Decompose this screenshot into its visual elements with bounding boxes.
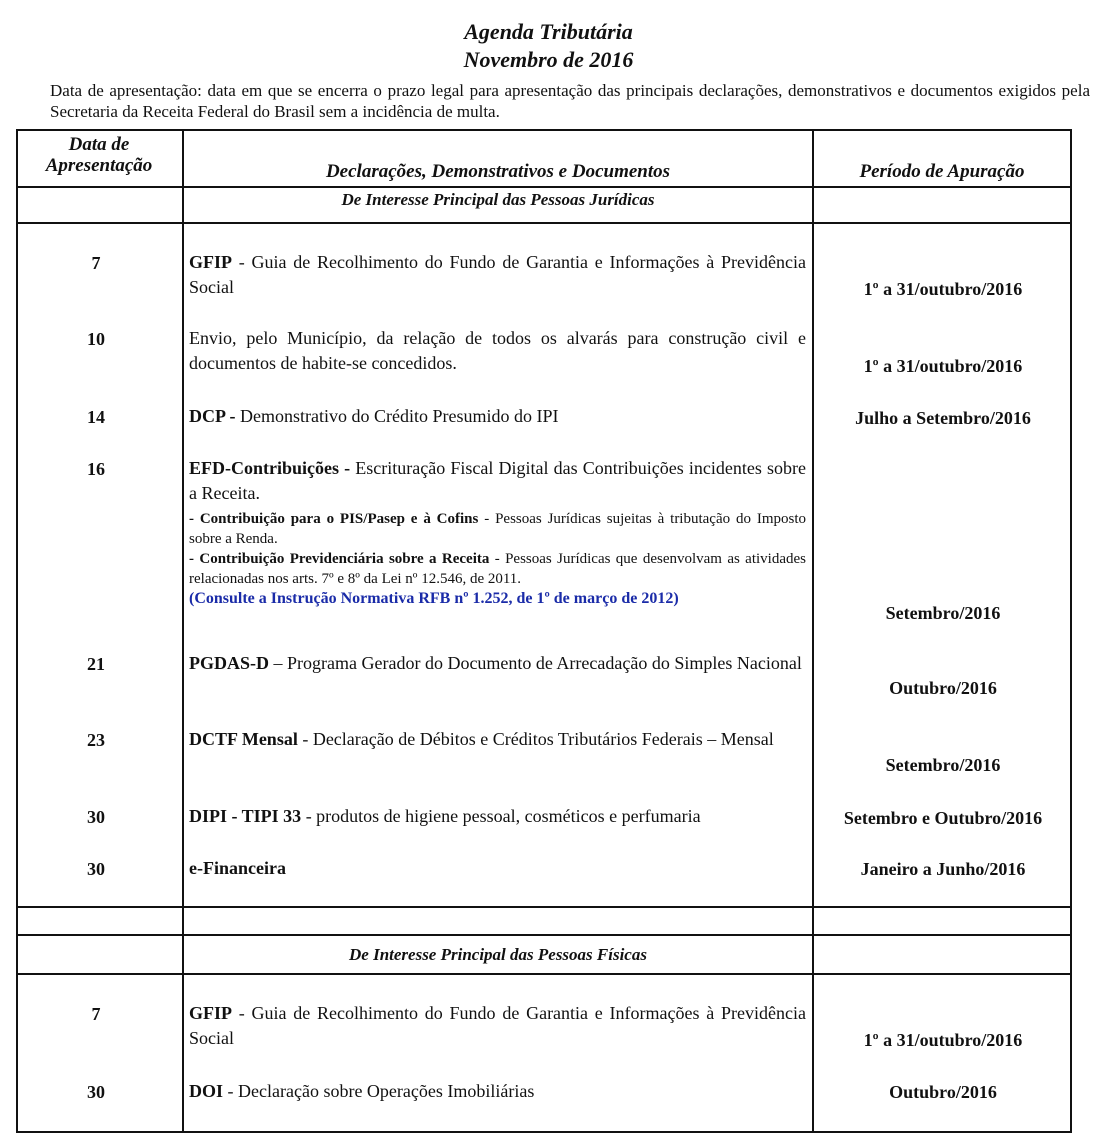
row-doc-name: DIPI - TIPI 33 bbox=[189, 806, 302, 826]
row-description bbox=[189, 804, 806, 829]
row-doc-text: - produtos de higiene pessoal, cosméticos e perfumaria bbox=[301, 806, 701, 826]
row-description bbox=[189, 856, 806, 881]
row-doc-name: DOI bbox=[189, 1081, 224, 1101]
row-doc-name: DCP - bbox=[189, 406, 236, 426]
row-date: 14 bbox=[87, 407, 105, 427]
row-period: Julho a Setembro/2016 bbox=[855, 408, 1031, 428]
row-doc-text: - Guia de Recolhimento do Fundo de Garantia e Informações à Previdência Social bbox=[189, 252, 806, 297]
row-date: 30 bbox=[87, 1082, 105, 1102]
row-description bbox=[189, 651, 806, 676]
page-subtitle: Novembro de 2016 bbox=[463, 47, 634, 72]
row-period: Setembro/2016 bbox=[885, 755, 1001, 775]
intro-text: Data de apresentação: data em que se encerra o prazo legal para apresentação das principais declarações, demonstrativos e documentos exigidos pela Secretaria da Receita Federal do Brasil sem a incidência de multa. bbox=[50, 81, 1090, 121]
row-description bbox=[189, 326, 806, 376]
row-description bbox=[189, 727, 806, 752]
section-title-pf: De Interesse Principal das Pessoas Físicas bbox=[349, 945, 647, 964]
row-doc-text: Envio, pelo Município, da relação de todos os alvarás para construção civil e documentos de habite-se concedidos. bbox=[189, 328, 806, 373]
row-sub-item-text: - Pessoas Jurídicas que desenvolvam as atividades relacionadas nos arts. 7º e 8º da Lei nº 12.546, de 2011. bbox=[189, 551, 806, 587]
row-doc-name: DCTF Mensal bbox=[189, 729, 298, 749]
row-description bbox=[189, 456, 806, 609]
row-doc-text: – Programa Gerador do Documento de Arrecadação do Simples Nacional bbox=[269, 653, 802, 673]
row-date: 23 bbox=[87, 730, 105, 750]
section-pf-rule bbox=[16, 973, 1072, 975]
table-border-left bbox=[16, 129, 18, 1133]
row-description bbox=[189, 404, 806, 429]
row-date: 16 bbox=[87, 459, 105, 479]
table-divider-2 bbox=[812, 129, 814, 1133]
row-date: 10 bbox=[87, 329, 105, 349]
column-header-period: Período de Apuração bbox=[859, 161, 1025, 182]
row-period: Outubro/2016 bbox=[889, 1082, 997, 1102]
row-doc-name: e-Financeira bbox=[189, 858, 286, 878]
row-doc-text: - Declaração de Débitos e Créditos Tributários Federais – Mensal bbox=[297, 729, 774, 749]
column-header-date-line1: Data de bbox=[68, 134, 130, 155]
row-description bbox=[189, 1079, 806, 1104]
table-border-bottom bbox=[16, 1131, 1072, 1133]
table-divider-1 bbox=[182, 129, 184, 1133]
column-header-date bbox=[16, 134, 182, 176]
column-header-docs: Declarações, Demonstrativos e Documentos bbox=[325, 161, 671, 182]
table-border-right bbox=[1070, 129, 1072, 1133]
table-border-top bbox=[16, 129, 1072, 131]
page-title: Agenda Tributária bbox=[464, 19, 633, 44]
row-doc-name: PGDAS-D bbox=[189, 653, 269, 673]
row-date: 30 bbox=[87, 807, 105, 827]
row-doc-text: - Declaração sobre Operações Imobiliárias bbox=[223, 1081, 535, 1101]
pj-end-rule bbox=[16, 906, 1072, 908]
row-doc-text: - Guia de Recolhimento do Fundo de Garantia e Informações à Previdência Social bbox=[189, 1003, 806, 1048]
row-doc-name: EFD-Contribuições - bbox=[189, 458, 351, 478]
row-doc-text: Demonstrativo do Crédito Presumido do IPI bbox=[235, 406, 559, 426]
row-date: 7 bbox=[91, 1004, 101, 1024]
agenda-table bbox=[16, 129, 1072, 1133]
row-description bbox=[189, 1001, 806, 1051]
row-period: 1º a 31/outubro/2016 bbox=[863, 356, 1023, 376]
row-period: 1º a 31/outubro/2016 bbox=[863, 279, 1023, 299]
instrucao-normativa-link[interactable]: (Consulte a Instrução Normativa RFB nº 1.252, de 1º de março de 2012) bbox=[189, 590, 679, 607]
row-period: Setembro e Outubro/2016 bbox=[843, 808, 1043, 828]
row-sub-item-text: - Pessoas Jurídicas sujeitas à tributação do Imposto sobre a Renda. bbox=[189, 511, 807, 547]
column-header-date-line2: Apresentação bbox=[45, 155, 153, 176]
row-sub-item-title: - Contribuição para o PIS/Pasep e à Cofins bbox=[189, 511, 479, 527]
section-title-pj: De Interesse Principal das Pessoas Jurídicas bbox=[341, 190, 655, 209]
row-sub-item-title: - Contribuição Previdenciária sobre a Receita bbox=[189, 551, 490, 567]
row-doc-name: GFIP bbox=[189, 1003, 232, 1023]
section-pj-rule bbox=[16, 222, 1072, 224]
row-period: Setembro/2016 bbox=[885, 603, 1001, 623]
row-description bbox=[189, 250, 806, 300]
row-period: 1º a 31/outubro/2016 bbox=[863, 1030, 1023, 1050]
spacer-rule bbox=[16, 934, 1072, 936]
header-rule bbox=[16, 186, 1072, 188]
row-period: Outubro/2016 bbox=[889, 678, 997, 698]
row-date: 30 bbox=[87, 859, 105, 879]
row-doc-text: Escrituração Fiscal Digital das Contribuições incidentes sobre a Receita. bbox=[189, 458, 806, 503]
row-date: 7 bbox=[91, 253, 101, 273]
row-date: 21 bbox=[87, 654, 105, 674]
row-doc-name: GFIP bbox=[189, 252, 232, 272]
row-period: Janeiro a Junho/2016 bbox=[860, 859, 1026, 879]
